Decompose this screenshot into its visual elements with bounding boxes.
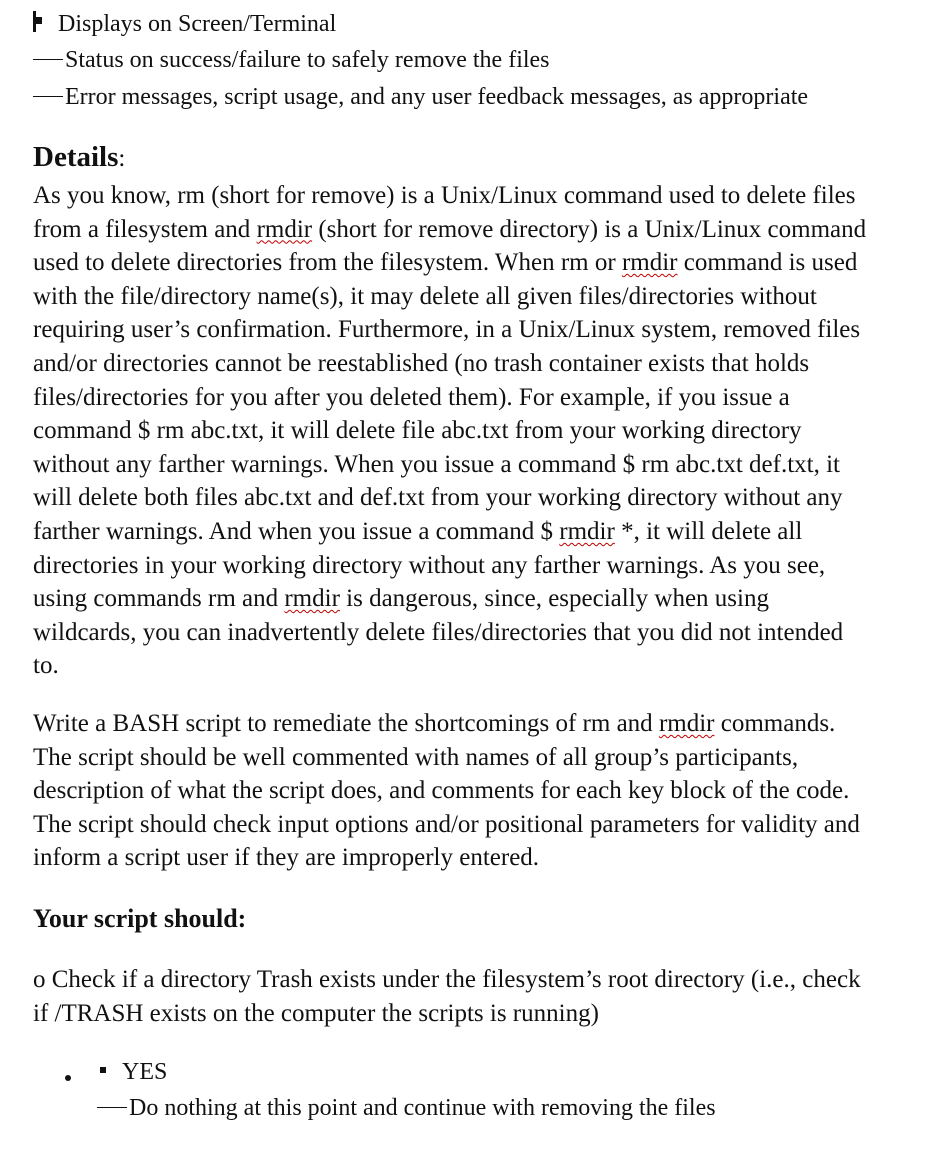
paragraph-line: will delete both files abc.txt and def.txt from your working directory without any: [33, 484, 843, 512]
paragraph-line: files/directories for you after you deleted them). For example, if you issue a: [33, 383, 790, 411]
spellcheck-word: rmdir: [658, 710, 715, 737]
check-trash-line-1: o Check if a directory Trash exists under the filesystem’s root directory (i.e., check: [33, 966, 861, 993]
top-list-item-status: Status on success/failure to safely remove the files: [33, 48, 550, 72]
paragraph-line: and/or directories cannot be reestablished (no trash container exists that holds: [33, 350, 810, 377]
paragraph-line: farther warnings. And when you issue a command $ rmdir *, it will delete all: [33, 518, 803, 545]
paragraph-line: Write a BASH script to remediate the shortcomings of rm and rmdir commands.: [33, 710, 836, 737]
bullet-icon: [65, 1075, 71, 1081]
details-heading: Details:: [33, 141, 126, 173]
list-marker-icon: [33, 11, 36, 32]
paragraph-line: to.: [33, 652, 59, 680]
top-list-item-displays: Displays on Screen/Terminal: [58, 11, 337, 37]
paragraph-line: wildcards, you can inadvertently delete files/directories that you did not intended: [33, 618, 844, 646]
paragraph-line: command $ rm abc.txt, it will delete file abc.txt from your working directory: [33, 417, 802, 445]
spellcheck-word: rmdir: [621, 249, 678, 277]
spellcheck-word: rmdir: [256, 215, 313, 243]
paragraph-line: used to delete directories from the filesystem. When rm or rmdir command is used: [33, 249, 858, 277]
spellcheck-word: rmdir: [559, 518, 615, 545]
top-list-item-errors: Error messages, script usage, and any user feedback messages, as appropriate: [33, 85, 808, 109]
square-bullet-icon: [100, 1067, 106, 1073]
paragraph-line: with the file/directory name(s), it may delete all given files/directories without: [33, 282, 817, 310]
paragraph-line: using commands rm and rmdir is dangerous, since, especially when using: [33, 585, 769, 613]
spellcheck-word: rmdir: [284, 585, 340, 613]
paragraph-line: from a filesystem and rmdir (short for remove directory) is a Unix/Linux command: [33, 215, 867, 243]
yes-label: YES: [122, 1059, 168, 1085]
paragraph-line: inform a script user if they are improperly entered.: [33, 844, 540, 872]
paragraph-line: directories in your working directory without any farther warnings. As you see,: [33, 551, 826, 579]
dash-icon: [97, 1107, 127, 1109]
check-trash-line-2: if /TRASH exists on the computer the scripts is running): [33, 1000, 599, 1027]
paragraph-line: The script should check input options and/or positional parameters for validity and: [33, 810, 860, 838]
paragraph-line: description of what the script does, and comments for each key block of the code.: [33, 777, 850, 805]
paragraph-line: requiring user’s confirmation. Furthermore, in a Unix/Linux system, removed files: [33, 316, 861, 344]
script-should-heading: Your script should:: [33, 904, 247, 933]
yes-detail: Do nothing at this point and continue with removing the files: [97, 1096, 716, 1120]
paragraph-line: As you know, rm (short for remove) is a Unix/Linux command used to delete files: [33, 182, 856, 209]
dash-icon: [33, 59, 63, 61]
dash-icon: [33, 96, 63, 98]
paragraph-line: The script should be well commented with names of all group’s participants,: [33, 743, 799, 771]
paragraph-line: without any farther warnings. When you issue a command $ rm abc.txt def.txt, it: [33, 450, 840, 478]
